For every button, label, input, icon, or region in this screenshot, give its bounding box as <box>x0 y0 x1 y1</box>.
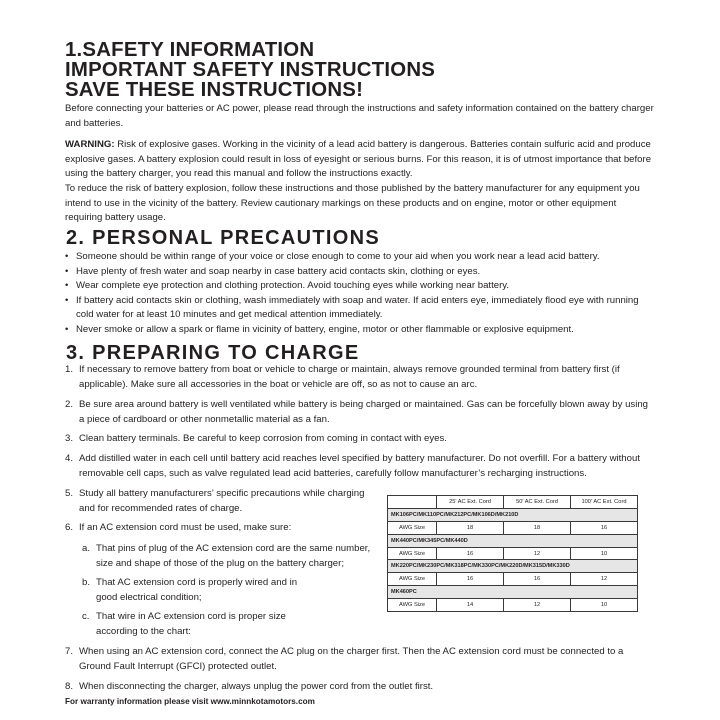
list-item: 8. When disconnecting the charger, always unplug the power cord from the outlet first. <box>65 681 434 692</box>
warning-paragraph <box>65 138 655 182</box>
list-item: • Wear complete eye protection and clothing protection. Avoid touching eyes while working near battery. <box>65 279 655 294</box>
section-3-title: 3. PREPARING TO CHARGE <box>66 342 360 364</box>
save-instructions-heading: SAVE THESE INSTRUCTIONS! <box>65 79 364 101</box>
table-header-cell: 100' AC Ext. Cord <box>571 496 638 509</box>
table-row <box>388 547 638 560</box>
table-row <box>388 521 638 534</box>
warning-text: Risk of explosive gases. Working in the vicinity of a lead acid battery is dangerous. Batteries contain sulfuric acid and produce explosive gases. A battery explosion could result in loss of eyesight or serious burns. For this reason, it is of utmost importance that before using the battery charger, you read this manual and follow the instructions exactly. <box>65 139 652 180</box>
table-cell: 16 <box>437 573 504 586</box>
table-cell: 16 <box>571 521 638 534</box>
model-group-label: MK440PC/MK345PC/MK440D <box>388 534 638 547</box>
table-cell: 12 <box>571 573 638 586</box>
list-item: 7. When using an AC extension cord, connect the AC plug on the charger first. Then the AC extension cord must be connected to a Ground Fault Interrupt (GFCI) protected outlet. <box>65 646 624 672</box>
table-cell: 10 <box>571 547 638 560</box>
table-row <box>388 599 638 612</box>
model-group-label: MK106PC/MK110PC/MK212PC/MK106D/MK210D <box>388 508 638 521</box>
table-row <box>388 586 638 599</box>
list-item: • Someone should be within range of your voice or close enough to come to your aid when you work near a lead acid battery. <box>65 250 655 265</box>
list-item: 5. Study all battery manufacturers’ specific precautions while charging and for recommended rates of charge. <box>65 488 365 514</box>
intro-paragraph: Before connecting your batteries or AC power, please read through the instructions and safety information contained on the battery charger and batteries. <box>65 103 654 129</box>
table-cell <box>388 496 437 509</box>
list-item: • Have plenty of fresh water and soap nearby in case battery acid contacts skin, clothing or eyes. <box>65 265 655 280</box>
reduce-risk-paragraph: To reduce the risk of battery explosion, follow these instructions and those published by the battery manufacturer for any equipment you intend to use in the vicinity of the battery. Review cautionary markings on these products and on engine, motor or other equipment requiring battery usage. <box>65 183 640 224</box>
list-item: • Never smoke or allow a spark or flame in vicinity of battery, engine, motor or other flammable or explosive equipment. <box>65 323 655 338</box>
table-row <box>388 573 638 586</box>
model-group-label: MK460PC <box>388 586 638 599</box>
list-item: 4. Add distilled water in each cell until battery acid reaches level specified by battery manufacturer. Do not overfill. For a battery without removable cell caps, such as valve regulated lead acid batteries, carefully follow manufacturer’s recharging instructions. <box>65 453 640 479</box>
table-cell: 14 <box>437 599 504 612</box>
list-item: 2. Be sure area around battery is well ventilated while battery is being charged or maintained. Gas can be forcefully blown away by using a piece of cardboard or other nonmetallic material as a fan. <box>65 399 649 425</box>
safety-instructions-heading: IMPORTANT SAFETY INSTRUCTIONS <box>65 59 436 81</box>
table-cell: AWG Size <box>388 521 437 534</box>
section-1-title: 1.SAFETY INFORMATION <box>65 39 315 61</box>
table-cell: 16 <box>437 547 504 560</box>
warranty-footer: For warranty information please visit www.minnkotamotors.com <box>65 697 315 706</box>
table-row <box>388 534 638 547</box>
model-group-label: MK220PC/MK230PC/MK318PC/MK330PC/MK220D/MK315D/MK330D <box>388 560 638 573</box>
table-header-row <box>388 496 638 509</box>
section-2-title: 2. PERSONAL PRECAUTIONS <box>66 227 381 249</box>
table-cell: AWG Size <box>388 599 437 612</box>
table-cell: 16 <box>504 573 571 586</box>
table-header-cell: 25' AC Ext. Cord <box>437 496 504 509</box>
list-item: 6. If an AC extension cord must be used, make sure: <box>65 522 292 533</box>
table-cell: 12 <box>504 599 571 612</box>
table-cell: AWG Size <box>388 573 437 586</box>
list-item: 3. Clean battery terminals. Be careful to keep corrosion from coming in contact with eyes. <box>65 433 447 444</box>
table-cell: 18 <box>504 521 571 534</box>
awg-size-table <box>387 495 638 612</box>
list-item: 1. If necessary to remove battery from boat or vehicle to charge or maintain, always remove grounded terminal from battery first (if applicable). Make sure all accessories in the boat or vehicle are off, so as not to cause an arc. <box>65 364 620 390</box>
list-item: b. That AC extension cord is properly wired and in good electrical condition; <box>82 577 298 603</box>
list-item: a. That pins of plug of the AC extension cord are the same number, size and shape of those of the plug on the battery charger; <box>82 543 371 569</box>
table-header-cell: 50' AC Ext. Cord <box>504 496 571 509</box>
table-row <box>388 508 638 521</box>
table-cell: AWG Size <box>388 547 437 560</box>
list-item: c. That wire in AC extension cord is proper size according to the chart: <box>82 611 286 637</box>
table-row <box>388 560 638 573</box>
table-cell: 18 <box>437 521 504 534</box>
table-cell: 10 <box>571 599 638 612</box>
list-item: • If battery acid contacts skin or clothing, wash immediately with soap and water. If acid enters eye, immediately flood eye with running cold water for at least 10 minutes and get medical attention immediately. <box>65 294 655 323</box>
precautions-list <box>65 250 655 338</box>
warning-label: WARNING: <box>65 139 115 150</box>
table-cell: 12 <box>504 547 571 560</box>
